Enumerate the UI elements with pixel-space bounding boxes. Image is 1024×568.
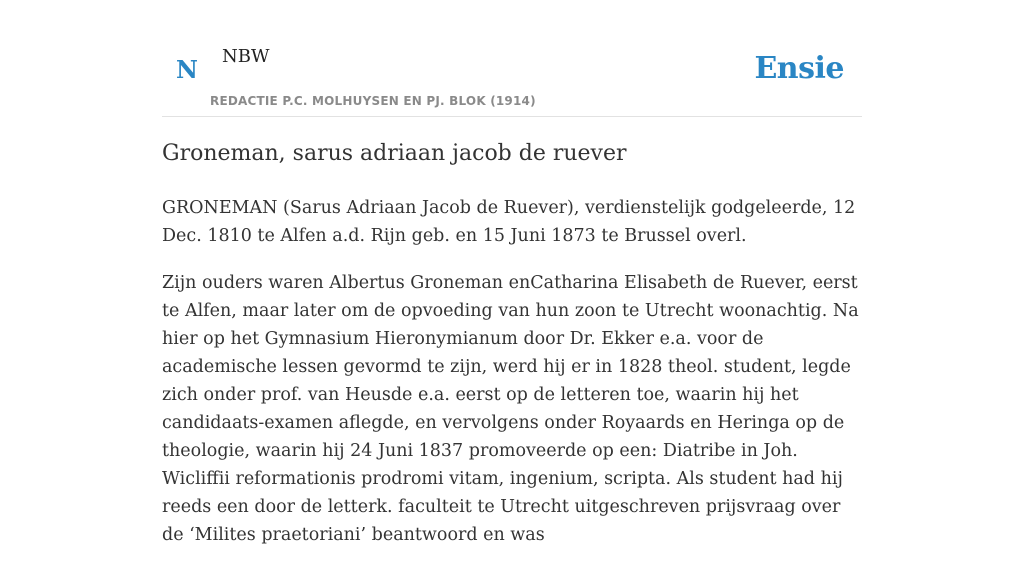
- source-subtitle: REDACTIE P.C. MOLHUYSEN EN PJ. BLOK (1914): [210, 94, 536, 108]
- source-name[interactable]: NBW: [222, 46, 270, 67]
- page-header: [162, 0, 862, 117]
- article: [162, 136, 862, 568]
- brand-logo[interactable]: Ensie: [754, 51, 844, 86]
- article-title: Groneman, sarus adriaan jacob de ruever: [162, 141, 627, 166]
- article-paragraph-1: GRONEMAN (Sarus Adriaan Jacob de Ruever), verdienstelijk godgeleerde, 12 Dec. 1810 te Alfen a.d. Rijn geb. en 15 Juni 1873 te Brussel overl.: [162, 198, 856, 246]
- source-logo[interactable]: N: [176, 55, 198, 84]
- article-paragraph-2: Zijn ouders waren Albertus Groneman enCatharina Elisabeth de Ruever, eerst te Alfen, maar later om de opvoeding van hun zoon te Utrecht woonachtig. Na hier op het Gymnasium Hieronymianum door Dr. Ekker e.a. voor de academische lessen gevormd te zijn, werd hij er in 1828 theol. student, legde zich onder prof. van Heusde e.a. eerst op de letteren toe, waarin hij het candidaats-examen aflegde, en vervolgens onder Royaards en Heringa op de theologie, waarin hij 24 Juni 1837 promoveerde op een: Diatribe in Joh. Wicliffii reformationis prodromi vitam, ingenium, scripta. Als student had hij reeds een door de letterk. faculteit te Utrecht uitgeschreven prijsvraag over de ‘Milites praetoriani’ beantwoord en was: [162, 273, 859, 545]
